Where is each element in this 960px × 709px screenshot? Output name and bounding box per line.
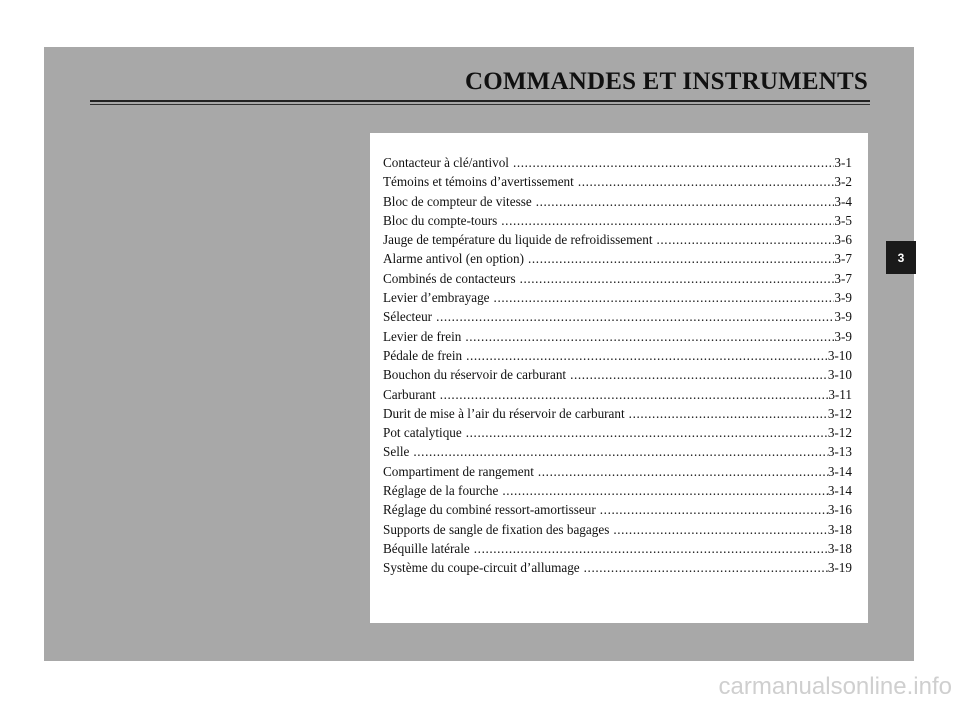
content-panel xyxy=(44,47,914,661)
toc-entry-page: 3-14 xyxy=(827,463,852,479)
toc-entry[interactable] xyxy=(383,309,852,328)
toc-dot-leader xyxy=(629,406,828,422)
toc-dot-leader xyxy=(528,251,834,267)
toc-entry-page: 3-12 xyxy=(827,405,852,421)
toc-entry[interactable] xyxy=(383,406,852,425)
toc-entry-label: Système du coupe-circuit d’allumage xyxy=(383,560,580,576)
toc-entry[interactable] xyxy=(383,251,852,270)
toc-entry-label: Levier d’embrayage xyxy=(383,290,490,306)
toc-entry[interactable] xyxy=(383,271,852,290)
toc-dot-leader xyxy=(474,541,828,557)
toc-dot-leader xyxy=(413,444,827,460)
toc-entry[interactable] xyxy=(383,348,852,367)
toc-dot-leader xyxy=(466,425,828,441)
chapter-tab[interactable]: 3 xyxy=(886,241,916,274)
toc-entry[interactable] xyxy=(383,329,852,348)
toc-entry[interactable] xyxy=(383,232,852,251)
toc-entry-label: Carburant xyxy=(383,386,436,402)
toc-entry[interactable] xyxy=(383,444,852,463)
toc-entry[interactable] xyxy=(383,560,852,579)
toc-entry-label: Bloc du compte-tours xyxy=(383,212,498,228)
toc-dot-leader xyxy=(436,309,834,325)
toc-entry-label: Béquille latérale xyxy=(383,540,470,556)
toc-entry-label: Durit de mise à l’air du réservoir de carburant xyxy=(383,405,625,421)
toc-dot-leader xyxy=(657,232,835,248)
toc-dot-leader xyxy=(570,367,828,383)
toc-entry-page: 3-9 xyxy=(834,290,852,306)
toc-dot-leader xyxy=(465,329,834,345)
toc-entry-page: 3-18 xyxy=(827,521,852,537)
toc-entry-page: 3-9 xyxy=(834,328,852,344)
toc-entry-label: Bouchon du réservoir de carburant xyxy=(383,367,567,383)
toc-entry-page: 3-19 xyxy=(827,560,852,576)
toc-entry-page: 3-18 xyxy=(827,540,852,556)
toc-entry-page: 3-6 xyxy=(834,232,852,248)
toc-entry-page: 3-9 xyxy=(834,309,852,325)
toc-list xyxy=(383,155,852,580)
toc-entry[interactable] xyxy=(383,155,852,174)
toc-entry-label: Combinés de contacteurs xyxy=(383,270,516,286)
toc-entry-page: 3-7 xyxy=(834,251,852,267)
page-title: COMMANDES ET INSTRUMENTS xyxy=(464,68,868,95)
toc-entry-label: Selle xyxy=(383,444,410,460)
toc-entry-label: Contacteur à clé/antivol xyxy=(383,155,509,170)
toc-entry-page: 3-12 xyxy=(827,425,852,441)
toc-entry-page: 3-5 xyxy=(834,212,852,228)
toc-entry[interactable] xyxy=(383,213,852,232)
title-rule-thick xyxy=(90,100,870,102)
toc-entry[interactable] xyxy=(383,522,852,541)
toc-entry-page: 3-2 xyxy=(834,174,852,190)
toc-dot-leader xyxy=(494,290,835,306)
toc-dot-leader xyxy=(600,502,828,518)
toc-dot-leader xyxy=(613,522,827,538)
toc-entry-page: 3-10 xyxy=(827,347,852,363)
toc-entry-page: 3-11 xyxy=(828,386,852,402)
toc-dot-leader xyxy=(584,560,828,576)
toc-dot-leader xyxy=(536,194,835,210)
toc-entry[interactable] xyxy=(383,541,852,560)
toc-dot-leader xyxy=(538,464,828,480)
toc-entry-page: 3-4 xyxy=(834,193,852,209)
toc-entry[interactable] xyxy=(383,483,852,502)
toc-dot-leader xyxy=(578,174,835,190)
toc-entry-label: Supports de sangle de fixation des bagages xyxy=(383,521,610,537)
toc-entry-label: Levier de frein xyxy=(383,328,462,344)
toc-entry-label: Alarme antivol (en option) xyxy=(383,251,524,267)
toc-entry[interactable] xyxy=(383,367,852,386)
toc-entry-label: Réglage du combiné ressort-amortisseur xyxy=(383,502,596,518)
toc-entry-page: 3-7 xyxy=(834,270,852,286)
toc-entry[interactable] xyxy=(383,425,852,444)
toc-entry[interactable] xyxy=(383,174,852,193)
toc-entry-label: Jauge de température du liquide de refroidissement xyxy=(383,232,653,248)
toc-entry-label: Pot catalytique xyxy=(383,425,462,441)
toc-entry-label: Pédale de frein xyxy=(383,347,463,363)
toc-entry-label: Réglage de la fourche xyxy=(383,483,499,499)
toc-entry-label: Bloc de compteur de vitesse xyxy=(383,193,532,209)
toc-entry-page: 3-16 xyxy=(827,502,852,518)
table-of-contents xyxy=(370,133,868,623)
toc-dot-leader xyxy=(502,483,827,499)
toc-entry[interactable] xyxy=(383,464,852,483)
toc-entry-label: Sélecteur xyxy=(383,309,433,325)
toc-entry[interactable] xyxy=(383,290,852,309)
toc-dot-leader xyxy=(466,348,828,364)
toc-dot-leader xyxy=(501,213,834,229)
toc-entry-label: Compartiment de rangement xyxy=(383,463,534,479)
toc-entry[interactable] xyxy=(383,194,852,213)
toc-entry-page: 3-14 xyxy=(827,483,852,499)
toc-entry-page: 3-13 xyxy=(827,444,852,460)
toc-entry[interactable] xyxy=(383,502,852,521)
toc-entry-page: 3-10 xyxy=(827,367,852,383)
toc-entry-label: Témoins et témoins d’avertissement xyxy=(383,174,574,190)
watermark: carmanualsonline.info xyxy=(718,673,952,700)
toc-entry[interactable] xyxy=(383,387,852,406)
toc-entry-page: 3-1 xyxy=(834,155,852,170)
toc-dot-leader xyxy=(513,155,834,171)
toc-dot-leader xyxy=(440,387,829,403)
toc-dot-leader xyxy=(520,271,835,287)
title-rule-thin xyxy=(90,104,870,105)
